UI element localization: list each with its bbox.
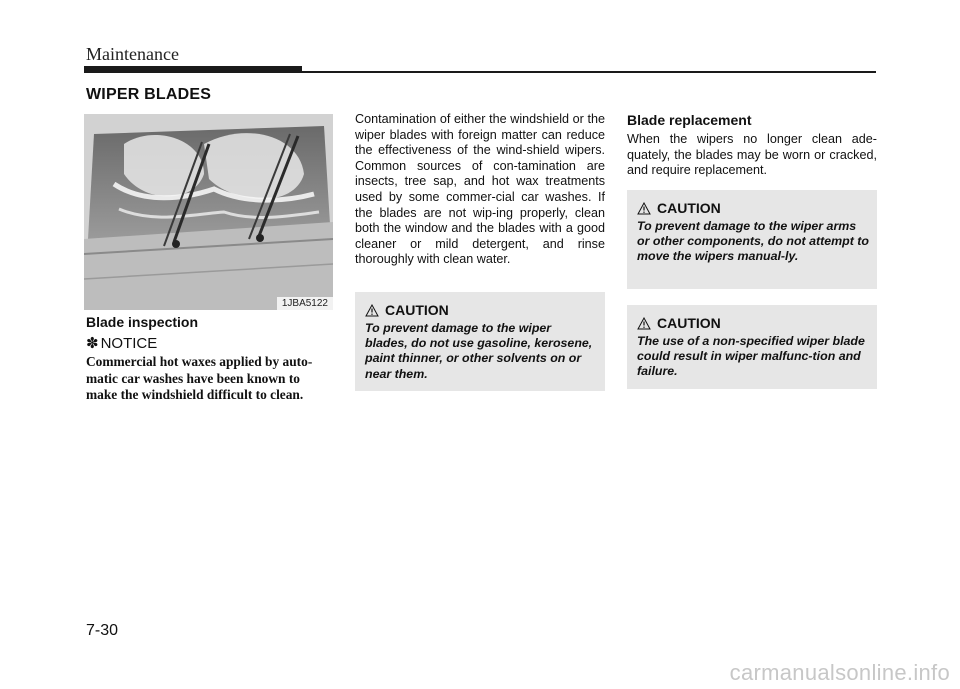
watermark[interactable]: carmanualsonline.info (729, 660, 950, 685)
blade-replacement-text: When the wipers no longer clean ade-quately, the blades may be worn or cracked, and require replacement. (627, 132, 877, 178)
warning-triangle-icon (365, 304, 379, 317)
caution-title: CAUTION (385, 302, 449, 318)
caution-text: To prevent damage to the wiper arms or other components, do not attempt to move the wipers manual-ly. (637, 219, 869, 264)
blade-replacement-heading: Blade replacement (627, 112, 752, 128)
column-middle (355, 112, 605, 268)
header-rule-thin (84, 71, 876, 73)
notice-star-icon: ✽ (86, 335, 99, 352)
column-left (86, 314, 334, 404)
windshield-figure (84, 114, 333, 310)
caution-text: To prevent damage to the wiper blades, do not use gasoline, kerosene, paint thinner, or other solvents on or near them. (365, 321, 593, 381)
warning-triangle-icon (637, 202, 651, 215)
caution-text: The use of a non-specified wiper blade could result in wiper malfunc-tion and failure. (637, 334, 865, 379)
caution-heading (365, 302, 597, 318)
figure-code: 1JBA5122 (277, 297, 333, 310)
column-right (627, 112, 877, 179)
caution-title: CAUTION (657, 200, 721, 216)
notice-text: Commercial hot waxes applied by auto-matic car washes have been known to make the windshield difficult to clean. (86, 354, 313, 402)
caution-box-solvents (355, 292, 605, 391)
windshield-illustration (84, 114, 333, 310)
page-number: 7-30 (86, 622, 119, 639)
contamination-text: Contamination of either the windshield or the wiper blades with foreign matter can reduce the effectiveness of the wind-shield wipers. Common sources of con-tamination are insects, tree sap, and hot wax treatments used by some commer-cial car washes. If the blades are not wip-ing properly, clean both the window and the blades with a good cleaner or mild detergent, and rinse thoroughly with clean water. (355, 112, 605, 267)
caution-box-nonspecified (627, 305, 877, 389)
caution-heading (637, 200, 869, 216)
caution-box-manual (627, 190, 877, 289)
header-title: Maintenance (86, 44, 179, 64)
section-title: WIPER BLADES (86, 86, 212, 103)
notice-title: NOTICE (100, 334, 158, 352)
caution-title: CAUTION (657, 315, 721, 331)
blade-inspection-heading: Blade inspection (86, 314, 199, 330)
warning-triangle-icon (637, 317, 651, 330)
notice-heading (86, 334, 334, 352)
caution-heading (637, 315, 869, 331)
